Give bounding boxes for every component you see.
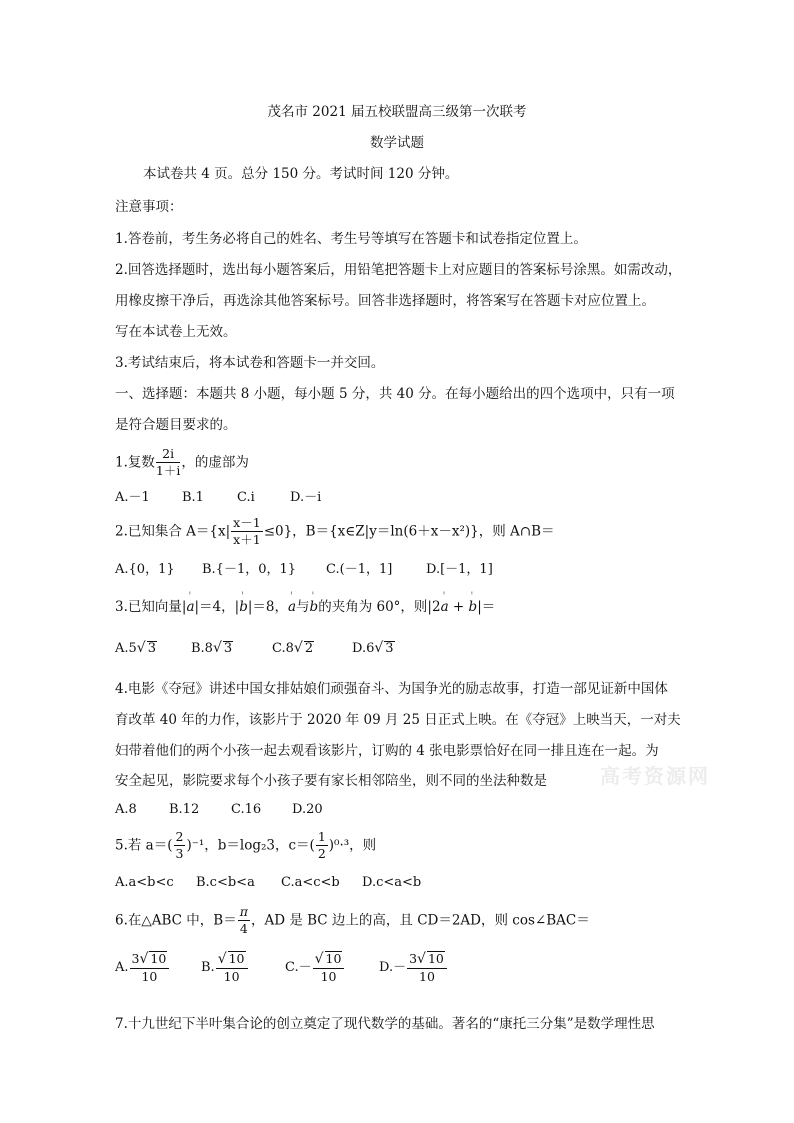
q5-option-b: B.c<b<a: [196, 875, 255, 890]
q1-prefix: 1.复数: [115, 454, 155, 471]
q6-option-d-denominator: 10: [419, 969, 435, 985]
q6-option-c-fraction: $\frac{√ 10}{10}$: [313, 951, 345, 984]
q3-text-5: 的夹角为 60°，则|2: [318, 599, 441, 615]
q3-option-d-radicand: 3: [385, 641, 394, 656]
q6-option-b-label: B.: [201, 960, 215, 976]
q5-option-a: A.a<b<c: [115, 875, 174, 890]
q5-fraction-1-numerator: 2: [174, 830, 186, 846]
q6-option-c: [285, 951, 345, 984]
q3-text-6: +: [448, 599, 469, 615]
q3-option-b-radicand: 3: [223, 641, 233, 656]
q3-option-b: B.8√ 3: [191, 640, 233, 656]
exam-info: 本试卷共 4 页。总分 150 分。考试时间 120 分钟。: [143, 166, 459, 182]
q5-fraction-2-numerator: 1: [316, 830, 328, 846]
q4-option-b: B.12: [169, 802, 200, 817]
q5-option-d: D.c<a<b: [362, 875, 422, 890]
q6-option-a-coef: 3: [131, 951, 140, 966]
q4-option-d: D.20: [292, 802, 323, 817]
q4-line-4: 安全起见，影院要求每个小孩子要有家长相邻陪坐，则不同的坐法种数是: [115, 773, 547, 789]
q3-option-a-radicand: 3: [147, 641, 156, 656]
vector-a: ' a: [186, 601, 194, 615]
q2-option-d: D.[－1，1]: [426, 562, 493, 577]
q5-fraction-2: [316, 830, 328, 862]
q3-option-a-coef: A.5: [115, 641, 137, 656]
q6-option-d: [379, 951, 448, 984]
q6-option-a-radicand: 10: [150, 951, 167, 966]
note-2-line-3: 写在本试卷上无效。: [115, 324, 237, 340]
q6-option-c-label: C.－: [285, 960, 312, 976]
note-1: 1.答卷前，考生务必将自己的姓名、考生号等填写在答题卡和试卷指定位置上。: [115, 231, 587, 247]
q3-option-c-coef: C.8: [272, 641, 294, 656]
q3-text-1: 3.已知向量|: [115, 599, 187, 615]
q1-option-a: A.－1: [115, 490, 150, 505]
q2-option-b: B.{－1，0，1}: [202, 562, 297, 577]
q6-option-a-label: A.: [115, 960, 129, 976]
question-1: [115, 447, 249, 479]
q2-option-c: C.(－1，1]: [326, 562, 393, 577]
q3-text-7: |＝: [477, 599, 496, 615]
q1-option-d: D.－i: [290, 490, 322, 505]
vector-b: ' b: [310, 601, 319, 615]
q3-option-c: C.8√ 2: [272, 640, 314, 656]
q6-fraction: [238, 905, 250, 937]
notes-heading: 注意事项：: [115, 199, 183, 215]
q6-option-d-fraction: $\frac{3√ 10}{10}$: [407, 951, 447, 984]
q7-line-1: 7.十九世纪下半叶集合论的创立奠定了现代数学的基础。著名的“康托三分集”是数学理性思: [115, 1016, 655, 1032]
q6-option-a-fraction: $\frac{3√ 10}{10}$: [130, 951, 170, 984]
question-6: [115, 905, 590, 937]
q3-option-b-coef: B.8: [191, 641, 213, 656]
q6-option-d-coef: 3: [409, 951, 418, 966]
q1-option-c: C.i: [237, 490, 255, 505]
vector-a: ' a: [441, 601, 449, 615]
q5-option-c: C.a<c<b: [281, 875, 340, 890]
q2-prefix: 2.已知集合 A＝{x|: [115, 523, 231, 540]
q3-option-a: A.5√ 3: [115, 640, 156, 656]
q5-suffix: )⁰·³，则: [328, 837, 377, 854]
q6-option-a-denominator: 10: [141, 969, 158, 985]
q4-line-1: 4.电影《夺冠》讲述中国女排姑娘们顽强奋斗、为国争光的励志故事，打造一部见证新中国体: [115, 681, 668, 697]
q4-option-c: C.16: [231, 802, 262, 817]
q6-numerator: π: [238, 905, 250, 921]
vector-a: ' a: [288, 601, 296, 615]
q3-option-d-coef: D.6: [352, 641, 375, 656]
q2-option-a: A.{0，1}: [115, 562, 175, 577]
watermark: 高考资源网: [600, 764, 710, 788]
q6-option-b-radicand: 10: [228, 951, 245, 966]
q1-denominator: 1＋i: [155, 463, 181, 479]
q2-numerator: x－1: [231, 516, 263, 532]
exam-title: 茂名市 2021 届五校联盟高三级第一次联考: [267, 104, 527, 120]
section-1-intro-line-1: 一、选择题：本题共 8 小题，每小题 5 分，共 40 分。在每小题给出的四个选项中，只有一项: [115, 386, 675, 402]
q6-prefix: 6.在△ABC 中，B＝: [115, 912, 237, 929]
subject-title: 数学试题: [370, 135, 424, 151]
q6-option-d-radicand: 10: [427, 951, 444, 966]
q4-line-2: 育改革 40 年的力作，该影片于 2020 年 09 月 25 日正式上映。在《夺冠》上映当天，一对夫: [115, 712, 681, 728]
q4-line-3: 妇带着他们的两个小孩一起去观看该影片，订购的 4 张电影票恰好在同一排且连在一起。为: [115, 743, 659, 759]
q1-numerator: 2i: [156, 447, 180, 463]
q1-suffix: ，的虚部为: [181, 454, 249, 471]
q4-option-a: A.8: [115, 802, 137, 817]
q3-option-c-radicand: 2: [304, 641, 314, 656]
note-3: 3.考试结束后，将本试卷和答题卡一并交回。: [115, 355, 385, 371]
vector-b: ' b: [469, 601, 478, 615]
vector-b: ' b: [239, 601, 248, 615]
q2-denominator: x＋1: [233, 532, 261, 548]
q6-suffix: ，AD 是 BC 边上的高，且 CD＝2AD，则 cos∠BAC＝: [250, 912, 590, 929]
q2-fraction: [231, 516, 263, 548]
q5-middle: )⁻¹，b＝log₂3，c＝(: [186, 837, 315, 854]
q5-fraction-1: [174, 830, 186, 862]
q6-option-b: [201, 951, 249, 984]
q6-option-b-fraction: $\frac{√ 10}{10}$: [216, 951, 248, 984]
q5-fraction-1-denominator: 3: [175, 846, 184, 862]
q6-option-a: [115, 951, 170, 984]
question-2: [115, 516, 554, 548]
q6-option-c-radicand: 10: [325, 951, 342, 966]
note-2-line-2: 用橡皮擦干净后，再选涂其他答案标号。回答非选择题时，将答案写在答题卡对应位置上。: [115, 293, 655, 309]
q3-text-3: |＝8，: [247, 599, 288, 615]
question-3: [115, 601, 495, 615]
q3-option-d: D.6√ 3: [352, 640, 394, 656]
q3-text-2: |＝4，|: [194, 599, 240, 615]
q6-option-d-label: D.－: [379, 960, 407, 976]
q1-option-b: B.1: [182, 490, 204, 505]
section-1-intro-line-2: 是符合题目要求的。: [115, 417, 237, 433]
q1-fraction: [156, 447, 180, 479]
note-2-line-1: 2.回答选择题时，选出每小题答案后，用铅笔把答题卡上对应题目的答案标号涂黑。如需改动，: [115, 262, 682, 278]
q3-text-4: 与: [296, 599, 310, 615]
q2-suffix: ≤0}，B＝{x∈Z|y＝ln(6＋x－x²)}，则 A∩B＝: [263, 523, 555, 540]
q5-prefix: 5.若 a＝(: [115, 837, 173, 854]
q6-option-b-denominator: 10: [223, 969, 240, 985]
q6-denominator: 4: [239, 921, 248, 937]
q6-option-c-denominator: 10: [320, 969, 337, 985]
question-5: [115, 830, 376, 862]
q5-fraction-2-denominator: 2: [317, 846, 326, 862]
